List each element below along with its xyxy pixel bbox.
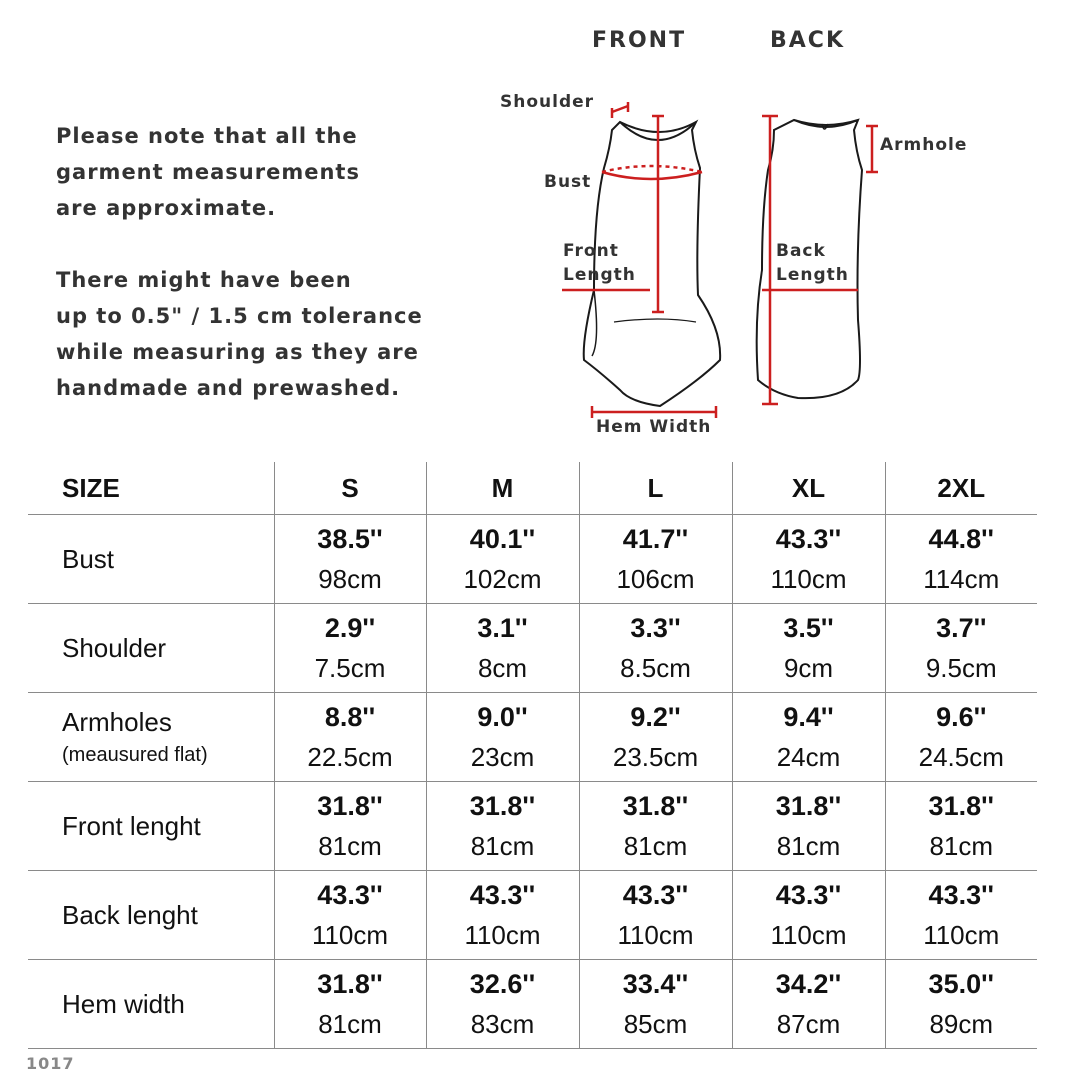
inch-value: 9.0'' — [477, 702, 528, 732]
cm-value: 7.5cm — [314, 653, 386, 683]
size-cell — [274, 960, 426, 1049]
row-label: Hem width — [28, 960, 274, 1049]
cm-value: 110cm — [770, 920, 847, 950]
cm-value: 98cm — [318, 564, 382, 594]
inch-value: 34.2'' — [775, 969, 842, 999]
cm-value: 81cm — [318, 1009, 382, 1039]
size-cell — [732, 960, 885, 1049]
cm-value: 114cm — [923, 564, 1000, 594]
inch-value: 3.5'' — [783, 613, 834, 643]
note-line-2: garment measurements — [56, 160, 360, 184]
inch-value: 31.8'' — [928, 791, 994, 821]
size-cell — [426, 782, 579, 871]
note-line-7: handmade and prewashed. — [56, 376, 401, 400]
inch-value: 3.7'' — [936, 613, 987, 643]
back-view-title: BACK — [770, 28, 845, 53]
note-line-3: are approximate. — [56, 196, 277, 220]
table-row-back-length — [28, 871, 1037, 960]
cm-value: 106cm — [616, 564, 695, 594]
cm-value: 9cm — [783, 653, 834, 683]
table-row-hem-width — [28, 960, 1037, 1049]
row-label: Armholes — [62, 707, 172, 737]
inch-value: 43.3'' — [317, 880, 383, 910]
row-label: Back lenght — [28, 871, 274, 960]
cm-value: 85cm — [623, 1009, 688, 1039]
size-cell — [426, 515, 579, 604]
size-header-s: S — [274, 462, 426, 515]
cm-value: 89cm — [929, 1009, 994, 1039]
inch-value: 41.7'' — [622, 524, 689, 554]
row-label: Front lenght — [28, 782, 274, 871]
table-row-armholes — [28, 693, 1037, 782]
product-code: 1017 — [26, 1054, 75, 1073]
size-cell — [426, 693, 579, 782]
row-label-cell — [28, 693, 274, 782]
size-cell — [274, 604, 426, 693]
size-cell — [274, 515, 426, 604]
size-cell — [885, 871, 1037, 960]
size-header-l: L — [579, 462, 732, 515]
inch-value: 31.8'' — [622, 791, 689, 821]
shoulder-label: Shoulder — [500, 92, 595, 112]
front-dress-outline — [584, 122, 720, 406]
inch-value: 43.3'' — [928, 880, 994, 910]
front-view-title: FRONT — [592, 28, 687, 53]
inch-value: 33.4'' — [622, 969, 689, 999]
size-header-xl: XL — [732, 462, 885, 515]
inch-value: 35.0'' — [928, 969, 994, 999]
inch-value: 43.3'' — [622, 880, 689, 910]
size-cell — [885, 782, 1037, 871]
cm-value: 110cm — [617, 920, 694, 950]
cm-value: 81cm — [623, 831, 688, 861]
table-row-shoulder — [28, 604, 1037, 693]
size-cell — [579, 693, 732, 782]
size-cell — [579, 782, 732, 871]
front-length-label-1: Front — [563, 241, 619, 261]
cm-value: 23cm — [470, 742, 535, 772]
note-line-6: while measuring as they are — [56, 340, 419, 364]
front-length-label-2: Length — [563, 265, 636, 285]
size-cell — [885, 693, 1037, 782]
inch-value: 3.3'' — [630, 613, 681, 643]
inch-value: 38.5'' — [317, 524, 383, 554]
inch-value: 43.3'' — [469, 880, 536, 910]
back-length-label-2: Length — [776, 265, 849, 285]
back-length-label-1: Back — [776, 241, 826, 261]
size-header-label: SIZE — [62, 472, 120, 503]
inch-value: 31.8'' — [775, 791, 842, 821]
hem-width-label: Hem Width — [596, 417, 712, 437]
size-cell — [732, 693, 885, 782]
cm-value: 110cm — [464, 920, 541, 950]
size-cell — [732, 782, 885, 871]
cm-value: 8cm — [477, 653, 528, 683]
table-row-front-length — [28, 782, 1037, 871]
inch-value: 31.8'' — [317, 969, 383, 999]
inch-value: 3.1'' — [477, 613, 528, 643]
cm-value: 110cm — [311, 920, 389, 950]
size-cell — [885, 515, 1037, 604]
size-header-2xl: 2XL — [885, 462, 1037, 515]
size-cell — [579, 960, 732, 1049]
inch-value: 43.3'' — [775, 524, 842, 554]
note-line-1: Please note that all the — [56, 124, 358, 148]
cm-value: 81cm — [318, 831, 382, 861]
cm-value: 22.5cm — [307, 742, 393, 772]
inch-value: 44.8'' — [928, 524, 994, 554]
size-header-row — [28, 462, 1037, 515]
size-header-m: M — [426, 462, 579, 515]
inch-value: 8.8'' — [324, 702, 376, 732]
size-cell — [732, 871, 885, 960]
table-row-bust — [28, 515, 1037, 604]
cm-value: 23.5cm — [612, 742, 699, 772]
cm-value: 102cm — [463, 564, 542, 594]
size-chart-table — [28, 462, 1037, 1049]
size-cell — [426, 604, 579, 693]
bust-label: Bust — [544, 172, 592, 192]
armhole-label: Armhole — [880, 135, 968, 155]
inch-value: 2.9'' — [324, 613, 376, 643]
size-cell — [579, 604, 732, 693]
inch-value: 31.8'' — [469, 791, 536, 821]
cm-value: 81cm — [776, 831, 841, 861]
size-cell — [426, 960, 579, 1049]
size-cell — [579, 515, 732, 604]
note-line-4: There might have been — [56, 268, 352, 292]
size-cell — [885, 604, 1037, 693]
inch-value: 40.1'' — [469, 524, 536, 554]
size-cell — [579, 871, 732, 960]
inch-value: 43.3'' — [775, 880, 842, 910]
cm-value: 9.5cm — [925, 653, 997, 683]
inch-value: 31.8'' — [317, 791, 383, 821]
cm-value: 24.5cm — [918, 742, 1004, 772]
note-line-5: up to 0.5" / 1.5 cm tolerance — [56, 304, 423, 328]
cm-value: 87cm — [776, 1009, 841, 1039]
size-cell — [885, 960, 1037, 1049]
garment-diagram — [500, 90, 900, 430]
inch-value: 32.6'' — [469, 969, 536, 999]
size-cell — [732, 515, 885, 604]
inch-value: 9.4'' — [783, 702, 834, 732]
row-label: Shoulder — [28, 604, 274, 693]
cm-value: 110cm — [923, 920, 1000, 950]
inch-value: 9.6'' — [936, 702, 987, 732]
size-cell — [274, 693, 426, 782]
size-cell — [426, 871, 579, 960]
cm-value: 81cm — [470, 831, 535, 861]
cm-value: 81cm — [929, 831, 994, 861]
inch-value: 9.2'' — [630, 702, 681, 732]
size-cell — [274, 782, 426, 871]
cm-value: 83cm — [470, 1009, 535, 1039]
cm-value: 8.5cm — [620, 653, 691, 683]
row-label: Bust — [28, 515, 274, 604]
cm-value: 110cm — [770, 564, 847, 594]
cm-value: 24cm — [776, 742, 841, 772]
size-cell — [732, 604, 885, 693]
row-sublabel: (meausured flat) — [62, 744, 208, 766]
size-cell — [274, 871, 426, 960]
